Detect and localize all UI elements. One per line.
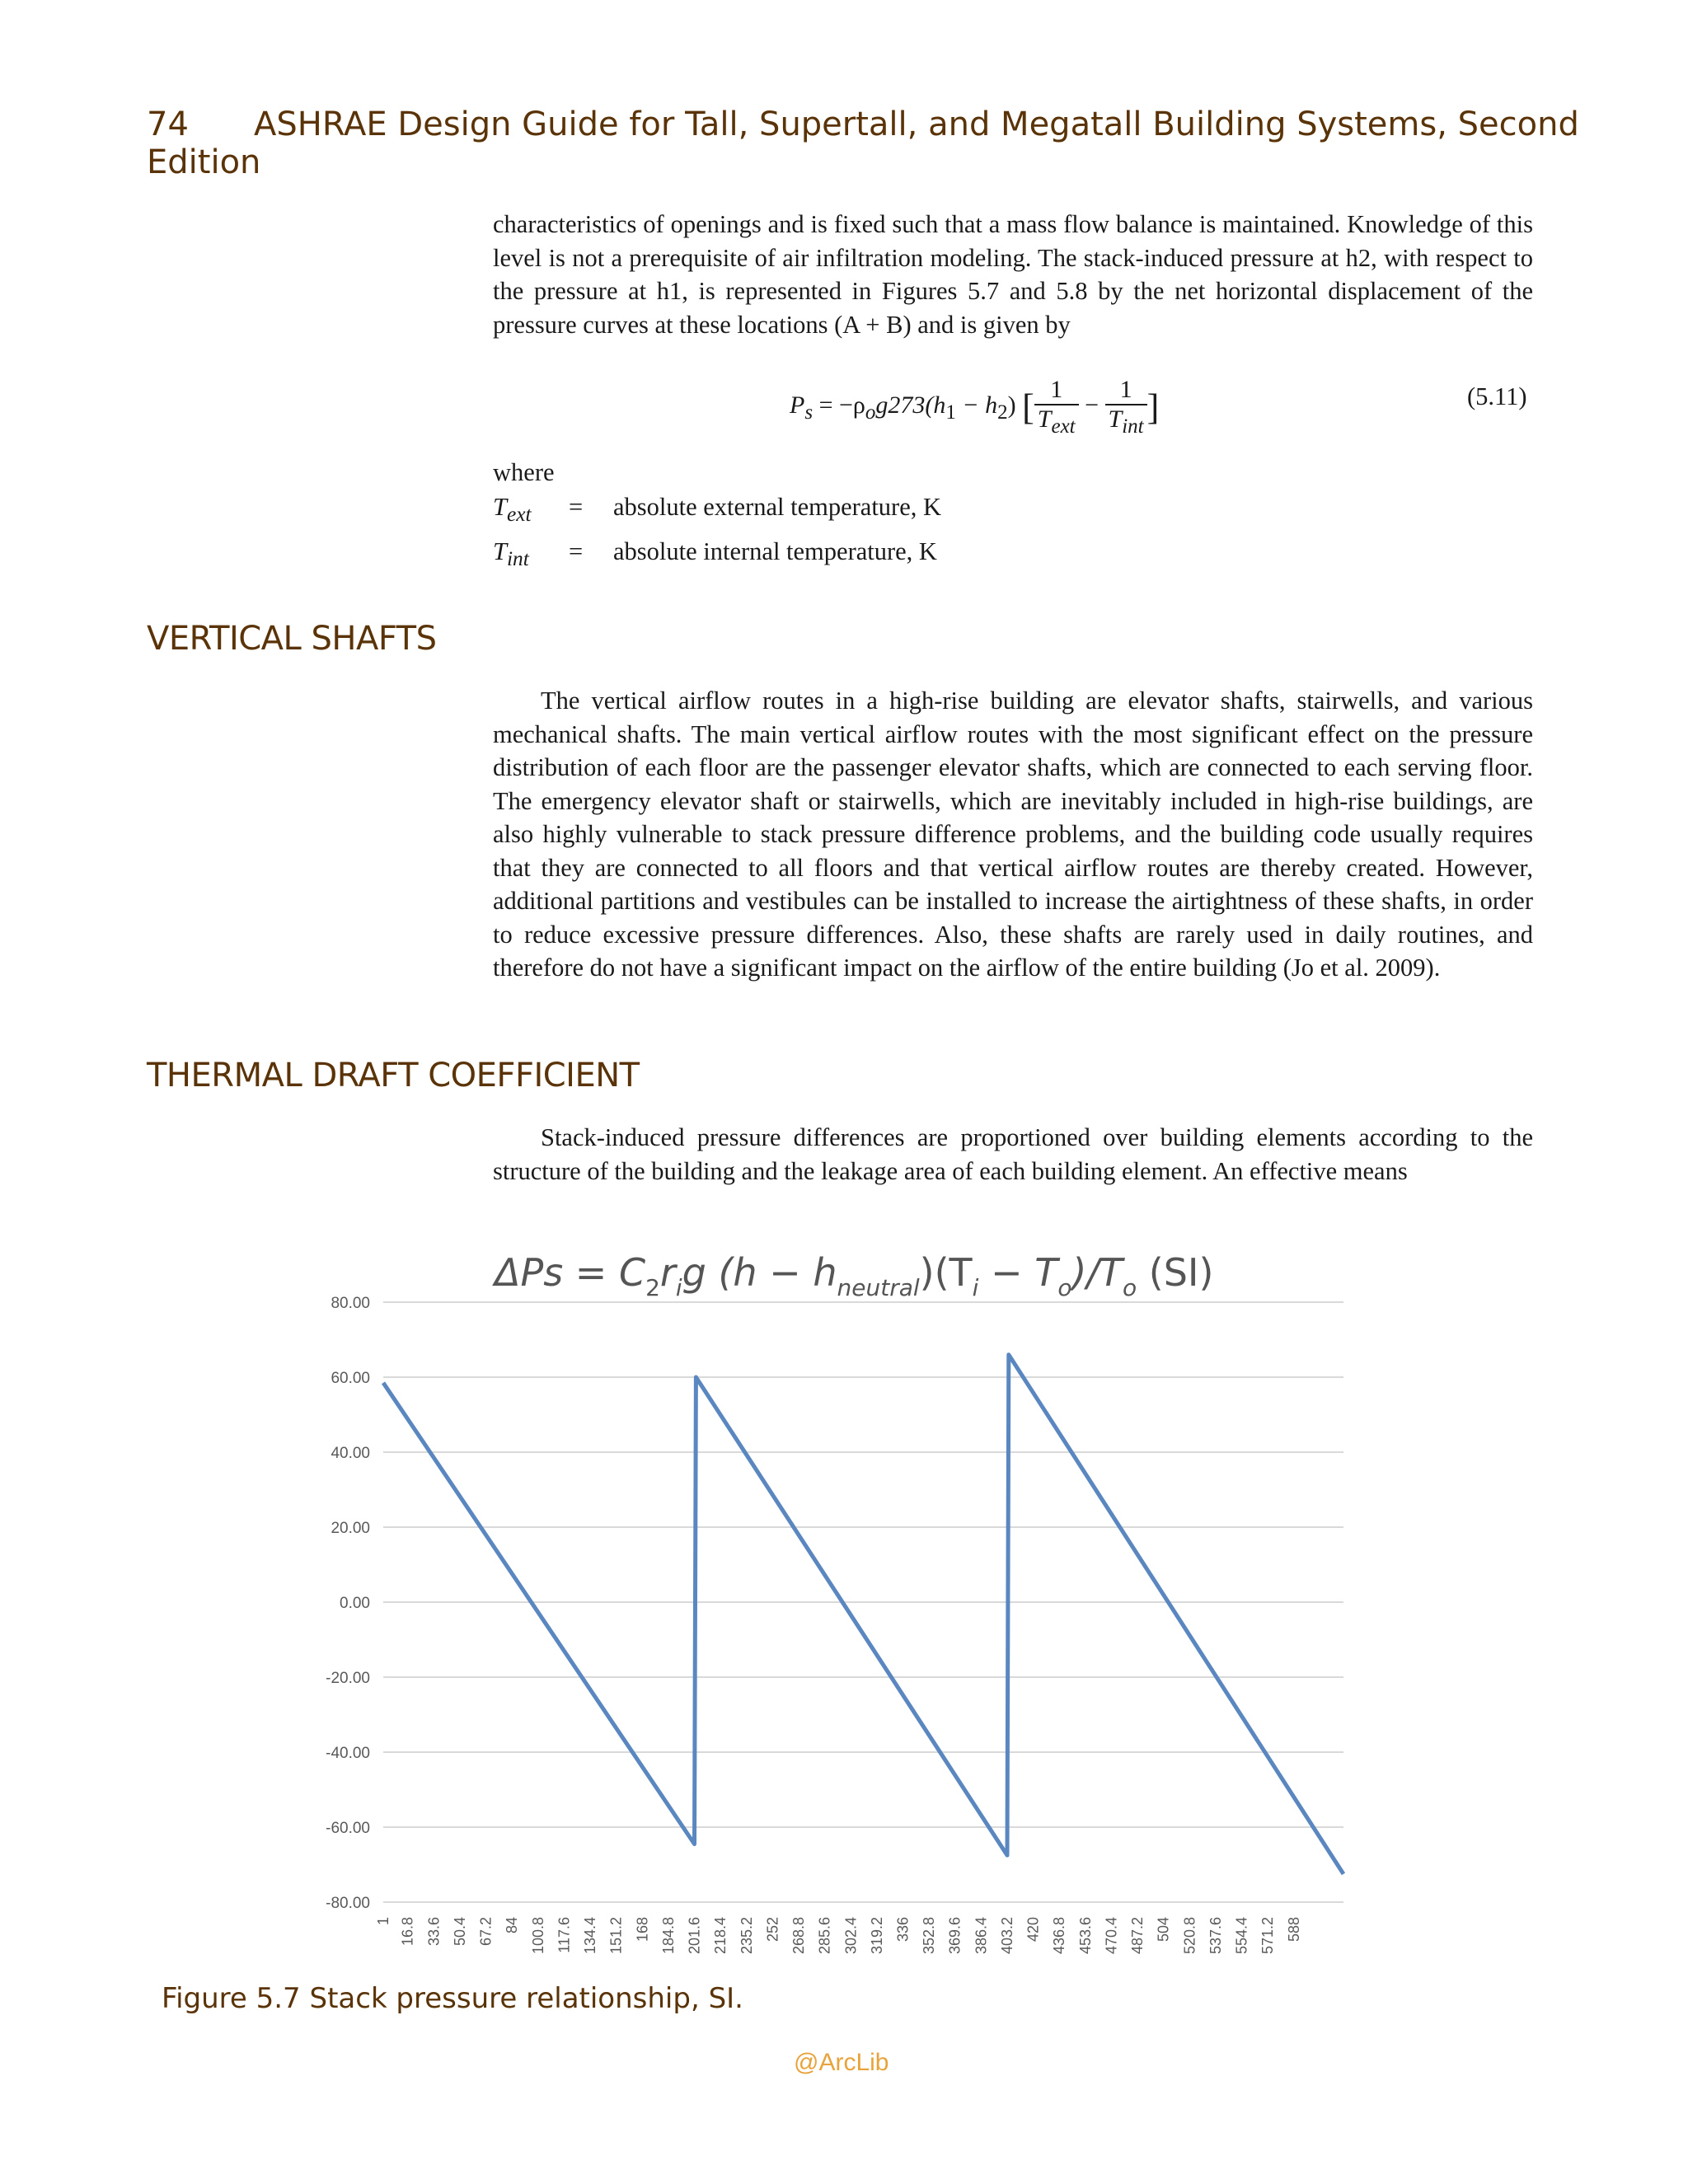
eq-sub2: 2 <box>997 401 1008 424</box>
x-tick-label: 571.2 <box>1259 1917 1277 1955</box>
x-tick-label: 302.4 <box>842 1917 860 1955</box>
x-tick-label: 50.4 <box>451 1917 468 1947</box>
eq-rho-sub: o <box>865 401 876 424</box>
x-tick-label: 84 <box>504 1917 521 1934</box>
x-tick-label: 554.4 <box>1233 1917 1250 1955</box>
frac-ext: $\frac{1}{T_{ext}}$ <box>1034 376 1079 438</box>
x-tick-label: 453.6 <box>1076 1917 1094 1955</box>
where-label: where <box>493 458 555 486</box>
eq-lhs: P <box>790 391 805 419</box>
x-tick-label: 285.6 <box>816 1917 833 1955</box>
x-tick-label: 336 <box>894 1917 912 1943</box>
x-axis-ticks <box>375 1917 1302 1954</box>
chart-gridlines <box>383 1302 1343 1902</box>
y-tick-label: -20.00 <box>326 1670 370 1687</box>
heading-vertical-shafts: VERTICAL SHAFTS <box>147 620 437 658</box>
x-tick-label: 184.8 <box>659 1917 677 1955</box>
eq-minus-h: − h <box>955 391 998 419</box>
x-tick-label: 470.4 <box>1103 1917 1120 1955</box>
x-tick-label: 218.4 <box>712 1917 729 1955</box>
x-tick-label: 537.6 <box>1207 1917 1224 1955</box>
chart-series <box>383 1355 1343 1874</box>
eq-lhs-sub: s <box>804 401 814 424</box>
x-tick-label: 100.8 <box>529 1917 546 1955</box>
x-tick-label: 67.2 <box>477 1917 495 1947</box>
x-tick-label: 352.8 <box>921 1917 938 1955</box>
frac-int: $\frac{1}{T_{int}}$ <box>1105 376 1147 438</box>
y-tick-label: 20.00 <box>331 1520 370 1537</box>
y-tick-label: 40.00 <box>331 1445 370 1462</box>
book-title: ASHRAE Design Guide for Tall, Supertall, and Megatall Building Systems, Second Edition <box>147 105 1579 181</box>
x-tick-label: 403.2 <box>998 1917 1015 1955</box>
y-tick-label: 80.00 <box>331 1295 370 1312</box>
intro-paragraph: characteristics of openings and is fixed such that a mass flow balance is maintained. Knowledge of this level is not a prerequisite of air infiltration modeling. The stack-induced pressure at h2, with respect to the pressure at h1, is represented in Figures 5.7 and 5.8 by the net horizontal displacement of the pressure curves at these locations (A + B) and is given by <box>493 210 1533 339</box>
eq-rhs-prefix: = −ρ <box>813 391 865 419</box>
y-axis-ticks <box>326 1295 370 1912</box>
x-tick-label: 33.6 <box>425 1917 443 1947</box>
eq-rhs-mid: g273(h <box>875 391 946 419</box>
watermark: @ArcLib <box>794 2049 889 2076</box>
x-tick-label: 268.8 <box>790 1917 808 1955</box>
equation-number: (5.11) <box>1467 382 1527 410</box>
y-tick-label: 60.00 <box>331 1370 370 1387</box>
eq-close: ) <box>1007 391 1016 419</box>
x-tick-label: 319.2 <box>868 1917 885 1955</box>
vertical-shafts-paragraph: The vertical airflow routes in a high-rise building are elevator shafts, stairwells, and various mechanical shafts. The main vertical airflow routes with the most significant effect on the pressure distribution of each floor are the passenger elevator shafts, which are connected to each serving floor. The emergency elevator shaft or stairwells, which are inevitably included in high-rise buildings, are also highly vulnerable to stack pressure difference problems, and the building code usually requires that they are connected to all floors and that vertical airflow routes are thereby created. However, additional partitions and vestibules can be installed to increase the airtightness of these shafts, in order to reduce excessive pressure differences. Also, these shafts are rarely used in daily routines, and therefore do not have a significant impact on the airflow of the entire building (Jo et al. 2009). <box>493 687 1533 982</box>
x-tick-label: 436.8 <box>1051 1917 1068 1955</box>
x-tick-label: 134.4 <box>582 1917 599 1955</box>
x-tick-label: 588 <box>1285 1917 1302 1943</box>
x-tick-label: 201.6 <box>686 1917 703 1955</box>
x-tick-label: 487.2 <box>1129 1917 1146 1955</box>
x-tick-label: 151.2 <box>607 1917 625 1955</box>
x-tick-label: 369.6 <box>946 1917 964 1955</box>
heading-thermal-draft: THERMAL DRAFT COEFFICIENT <box>147 1057 640 1094</box>
y-tick-label: -60.00 <box>326 1820 370 1837</box>
chart-title: $\Delta Ps = C_2r_ig$ $(h - h_{neutral})(T_i - T_o)/T_o$ (SI) <box>495 1250 1214 1301</box>
thermal-draft-paragraph: Stack-induced pressure differences are proportioned over building elements according to the structure of the building and the leakage area of each building element. An effective means <box>493 1123 1533 1185</box>
x-tick-label: 168 <box>634 1917 651 1943</box>
series-line-0 <box>383 1355 1343 1874</box>
x-tick-label: 520.8 <box>1181 1917 1198 1955</box>
x-tick-label: 252 <box>764 1917 781 1943</box>
eq-sub1: 1 <box>945 401 956 424</box>
y-tick-label: -40.00 <box>326 1745 370 1762</box>
x-tick-label: 16.8 <box>399 1917 416 1947</box>
equation-5-11: $P_s = -\rho_og273(h_1 - h_2)$ [ $\frac{1}{T_{ext}}$ − $\frac{1}{T_{int}}$ ] <box>790 376 1160 438</box>
x-tick-label: 117.6 <box>556 1917 573 1953</box>
x-tick-label: 235.2 <box>738 1917 755 1955</box>
x-tick-label: 504 <box>1155 1917 1172 1943</box>
x-tick-label: 1 <box>375 1917 392 1926</box>
page-number: 74 <box>147 105 189 143</box>
y-tick-label: 0.00 <box>340 1595 370 1612</box>
y-tick-label: -80.00 <box>326 1895 370 1912</box>
figure-caption: Figure 5.7 Stack pressure relationship, SI. <box>162 1982 743 2015</box>
x-tick-label: 386.4 <box>973 1917 990 1955</box>
x-tick-label: 420 <box>1025 1917 1042 1943</box>
